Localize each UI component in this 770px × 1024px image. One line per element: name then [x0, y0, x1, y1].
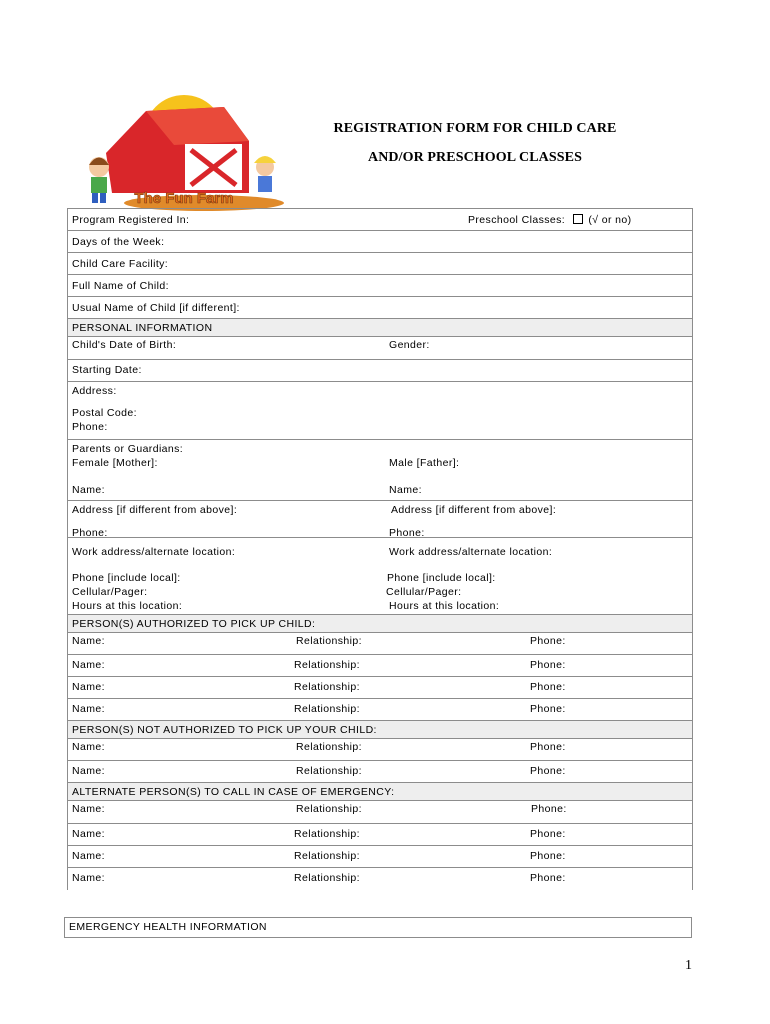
- father-cellular-label: Cellular/Pager:: [386, 586, 462, 598]
- mother-work-label: Work address/alternate location:: [72, 546, 236, 558]
- days-label: Days of the Week:: [72, 236, 165, 248]
- form-title-line1: REGISTRATION FORM FOR CHILD CARE: [333, 121, 617, 136]
- relationship-label: Relationship:: [294, 681, 360, 693]
- relationship-label: Relationship:: [296, 741, 362, 753]
- father-label: Male [Father]:: [389, 457, 460, 469]
- phone-label: Phone:: [530, 765, 566, 777]
- preschool-label: Preschool Classes:: [468, 214, 566, 226]
- relationship-label: Relationship:: [294, 828, 360, 840]
- authorized-row: [68, 677, 692, 699]
- authorized-row: [68, 699, 692, 721]
- not-authorized-row: [68, 739, 692, 761]
- address-label: Address:: [72, 385, 117, 397]
- fun-farm-logo: [74, 95, 286, 211]
- page-number: 1: [685, 958, 692, 973]
- authorized-label: PERSON(S) AUTHORIZED TO PICK UP CHILD:: [72, 618, 316, 630]
- authorized-header: [68, 615, 692, 633]
- phone-label: Phone:: [530, 850, 566, 862]
- name-label: Name:: [72, 659, 105, 671]
- alternate-row: [68, 846, 692, 868]
- name-label: Name:: [72, 635, 105, 647]
- mother-phone-label: Phone:: [72, 527, 108, 539]
- usual-name-row: [68, 297, 692, 319]
- name-label: Name:: [72, 850, 105, 862]
- relationship-label: Relationship:: [296, 803, 362, 815]
- phone-label: Phone:: [530, 741, 566, 753]
- facility-row: [68, 253, 692, 275]
- form-title-line2: AND/OR PRESCHOOL CLASSES: [367, 150, 582, 165]
- relationship-label: Relationship:: [294, 872, 360, 884]
- dob-label: Child's Date of Birth:: [72, 339, 177, 351]
- phone-label: Phone:: [530, 703, 566, 715]
- registration-form: [67, 208, 693, 890]
- days-row: [68, 231, 692, 253]
- phone-label: Phone:: [530, 828, 566, 840]
- alternate-row: [68, 801, 692, 824]
- name-label: Name:: [72, 803, 105, 815]
- relationship-label: Relationship:: [296, 635, 362, 647]
- parents-row: [68, 440, 692, 501]
- alternate-label: ALTERNATE PERSON(S) TO CALL IN CASE OF EMERGENCY:: [72, 786, 395, 798]
- emergency-health-label: EMERGENCY HEALTH INFORMATION: [69, 921, 267, 933]
- alternate-header: [68, 783, 692, 801]
- logo-text: The Fun Farm: [134, 190, 234, 207]
- program-label: Program Registered In:: [72, 214, 190, 226]
- relationship-label: Relationship:: [294, 703, 360, 715]
- phone-label: Phone:: [530, 872, 566, 884]
- phone-label: Phone:: [530, 681, 566, 693]
- mother-hours-label: Hours at this location:: [72, 600, 183, 612]
- authorized-row: [68, 655, 692, 677]
- mother-name-label: Name:: [72, 484, 105, 496]
- mother-cellular-label: Cellular/Pager:: [72, 586, 148, 598]
- personal-info-header: [68, 319, 692, 337]
- name-label: Name:: [72, 703, 105, 715]
- phone-label: Phone:: [72, 421, 108, 433]
- father-work-label: Work address/alternate location:: [389, 546, 553, 558]
- preschool-checkbox[interactable]: [573, 214, 583, 224]
- relationship-label: Relationship:: [294, 659, 360, 671]
- mother-address-label: Address [if different from above]:: [72, 504, 238, 516]
- preschool-note: (√ or no): [588, 214, 632, 226]
- parents-address-row: [68, 501, 692, 538]
- full-name-label: Full Name of Child:: [72, 280, 169, 292]
- parents-label: Parents or Guardians:: [72, 443, 184, 455]
- relationship-label: Relationship:: [294, 850, 360, 862]
- not-authorized-label: PERSON(S) NOT AUTHORIZED TO PICK UP YOUR CHILD:: [72, 724, 377, 736]
- gender-label: Gender:: [389, 339, 430, 351]
- not-authorized-row: [68, 761, 692, 783]
- emergency-health-header: [64, 917, 692, 938]
- father-phone-label: Phone:: [389, 527, 425, 539]
- usual-name-label: Usual Name of Child [if different]:: [72, 302, 240, 314]
- starting-date-row: [68, 360, 692, 382]
- starting-date-label: Starting Date:: [72, 364, 142, 376]
- father-address-label: Address [if different from above]:: [391, 504, 557, 516]
- program-row: [68, 209, 692, 231]
- phone-label: Phone:: [530, 635, 566, 647]
- personal-info-label: PERSONAL INFORMATION: [72, 322, 213, 334]
- not-authorized-header: [68, 721, 692, 739]
- name-label: Name:: [72, 828, 105, 840]
- name-label: Name:: [72, 765, 105, 777]
- authorized-row: [68, 633, 692, 655]
- facility-label: Child Care Facility:: [72, 258, 169, 270]
- father-name-label: Name:: [389, 484, 422, 496]
- name-label: Name:: [72, 872, 105, 884]
- relationship-label: Relationship:: [296, 765, 362, 777]
- postal-code-label: Postal Code:: [72, 407, 137, 419]
- father-hours-label: Hours at this location:: [389, 600, 500, 612]
- alternate-row: [68, 824, 692, 846]
- name-label: Name:: [72, 681, 105, 693]
- dob-row: [68, 337, 692, 360]
- mother-label: Female [Mother]:: [72, 457, 158, 469]
- father-phone-local-label: Phone [include local]:: [387, 572, 496, 584]
- name-label: Name:: [72, 741, 105, 753]
- full-name-row: [68, 275, 692, 297]
- phone-label: Phone:: [531, 803, 567, 815]
- phone-label: Phone:: [530, 659, 566, 671]
- mother-phone-local-label: Phone [include local]:: [72, 572, 181, 584]
- work-row: [68, 538, 692, 615]
- address-row: [68, 382, 692, 440]
- alternate-row: [68, 868, 692, 890]
